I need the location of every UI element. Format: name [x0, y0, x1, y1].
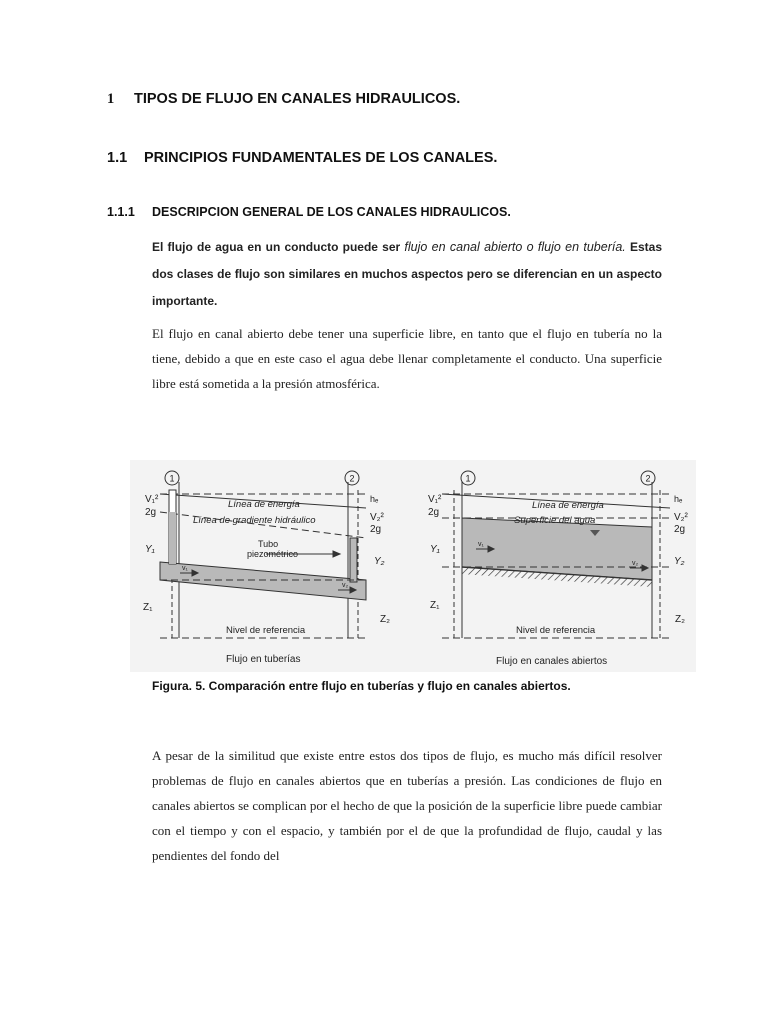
- left-v2-label: v₂: [342, 582, 349, 589]
- figure-comparison: [130, 460, 696, 672]
- heading-1-1-1-number: 1.1.1: [107, 205, 135, 219]
- right-station-1-label: 1: [465, 473, 471, 484]
- left-gradient-line-label: Línea de gradiente hidráulico: [193, 515, 316, 526]
- heading-1-1-1-text: DESCRIPCION GENERAL DE LOS CANALES HIDRAULICOS.: [152, 205, 511, 219]
- right-datum-label: Nivel de referencia: [516, 625, 596, 636]
- heading-1-number: 1: [107, 91, 115, 107]
- right-y2-label: Y₂: [674, 556, 685, 567]
- paragraph-1-after: Estas dos clases de flujo son similares en muchos aspectos pero se diferencian en un aspecto importante.: [152, 240, 662, 308]
- figure-caption: Figura. 5. Comparación entre flujo en tuberías y flujo en canales abiertos.: [152, 679, 571, 693]
- paragraph-difficulty: A pesar de la similitud que existe entre estos dos tipos de flujo, es mucho más difícil resolver problemas de flujo en canales abiertos que en tuberías a presión. Las condiciones de flujo en canales abiertos se complican por el hecho de que la posición de la superficie libre puede cambiar con el tiempo y con el espacio, y también por el de que la profundidad de flujo, caudal y las pendientes del fondo del: [152, 748, 662, 863]
- paragraph-free-surface: El flujo en canal abierto debe tener una superficie libre, en tanto que el flujo en tubería no la tiene, debido a que en este caso el agua debe llenar completamente el conducto. Una superficie libre está sometida a la presión atmosférica.: [152, 326, 662, 391]
- left-y1-label: Y₁: [145, 544, 155, 555]
- left-y2-label: Y₂: [374, 556, 385, 567]
- right-head-2-top: V₂²: [674, 512, 688, 523]
- heading-1-text: TIPOS DE FLUJO EN CANALES HIDRAULICOS.: [134, 91, 461, 107]
- right-y1-label: Y₁: [430, 544, 440, 555]
- heading-1-1: [107, 150, 497, 166]
- right-z1-label: Z₁: [430, 600, 440, 611]
- left-pipe: [160, 562, 366, 600]
- right-surface-label: Superficie del agua: [514, 515, 596, 526]
- paragraph-flow-types: [152, 234, 662, 315]
- left-tube-label-1: Tubo: [258, 539, 279, 549]
- left-piezometer-1-water: [169, 512, 176, 564]
- heading-1: [107, 91, 460, 108]
- right-z2-label: Z₂: [675, 614, 685, 625]
- left-z2-label: Z₂: [380, 614, 390, 625]
- right-hf-label: hₑ: [674, 494, 683, 504]
- left-z1-label: Z₁: [143, 602, 153, 613]
- paragraph-1-italic: flujo en canal abierto o flujo en tubería.: [404, 240, 626, 254]
- paragraph-1-before: El flujo de agua en un conducto puede ser: [152, 240, 405, 254]
- left-v1-label: v₁: [182, 565, 188, 572]
- left-station-2-label: 2: [349, 473, 355, 484]
- left-tube-label-2: piezométrico: [247, 549, 299, 559]
- right-v1-label: v₁: [478, 541, 484, 548]
- figure-svg: [130, 460, 696, 672]
- left-hf-label: hₑ: [370, 494, 379, 504]
- left-head-1-bottom: 2g: [145, 507, 157, 518]
- left-head-2-bottom: 2g: [370, 524, 382, 535]
- right-head-1-top: V₁²: [428, 494, 442, 505]
- right-station-2-label: 2: [645, 473, 651, 484]
- left-datum-label: Nivel de referencia: [226, 625, 306, 636]
- heading-1-1-text: PRINCIPIOS FUNDAMENTALES DE LOS CANALES.: [144, 150, 498, 166]
- left-station-1-label: 1: [169, 473, 175, 484]
- left-tube-arrowhead: [333, 551, 340, 557]
- left-caption: Flujo en tuberías: [226, 654, 301, 665]
- heading-1-1-number: 1.1: [107, 150, 128, 166]
- left-energy-line-label: Línea de energía: [228, 499, 300, 510]
- right-v2-label: v₂: [632, 560, 639, 567]
- diagram-open-channel: [442, 471, 670, 638]
- right-head-1-bottom: 2g: [428, 507, 440, 518]
- right-caption: Flujo en canales abiertos: [496, 656, 608, 667]
- left-head-2-top: V₂²: [370, 512, 384, 523]
- right-energy-line-label: Línea de energía: [532, 500, 604, 511]
- right-head-2-bottom: 2g: [674, 524, 686, 535]
- heading-1-1-1: [107, 205, 511, 219]
- left-head-1-top: V₁²: [145, 494, 159, 505]
- left-piezometer-2: [350, 538, 357, 582]
